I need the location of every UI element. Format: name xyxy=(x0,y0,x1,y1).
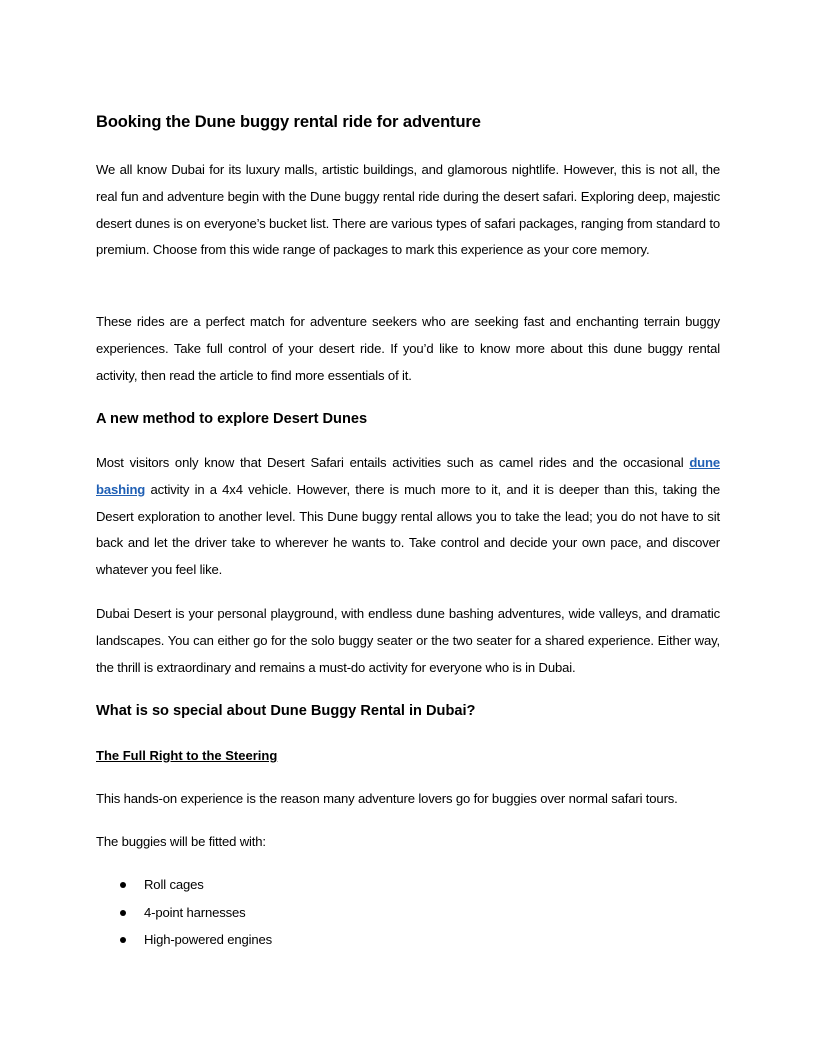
bullet-icon xyxy=(120,882,126,888)
list-item-text: High-powered engines xyxy=(144,932,273,947)
list-item-text: Roll cages xyxy=(144,877,204,892)
section1-p1-text-after: activity in a 4x4 vehicle. However, there is much more to it, and it is deeper than this, taking the Desert exploration to another level. This Dune buggy rental allows you to take the lead; you do not have to sit back and let the driver take to wherever he wants to. Take control and decide your own pace, and discover whatever you feel like. xyxy=(96,481,720,578)
section1-p1-text-before: Most visitors only know that Desert Safari entails activities such as camel rides and the occasional xyxy=(96,455,690,470)
bullet-icon xyxy=(120,937,126,943)
section2-paragraph-1: This hands-on experience is the reason many adventure lovers go for buggies over normal safari tours. xyxy=(96,791,678,806)
list-item xyxy=(96,874,272,902)
section-heading-explore: A new method to explore Desert Dunes xyxy=(96,411,368,427)
section2-paragraph-2: The buggies will be fitted with: xyxy=(96,834,266,849)
intro-paragraph-2: These rides are a perfect match for adventure seekers who are seeking fast and enchanting terrain buggy experiences. Take full control of your desert ride. If you’d like to know more about this dune buggy rental activity, then read the article to find more essentials of it. xyxy=(96,314,720,383)
section1-paragraph-1 xyxy=(96,450,720,584)
document-title: Booking the Dune buggy rental ride for adventure xyxy=(96,113,481,131)
section1-paragraph-2: Dubai Desert is your personal playground, with endless dune bashing adventures, wide valleys, and dramatic landscapes. You can either go for the solo buggy seater or the two seater for a shared experience. Either way, the thrill is extraordinary and remains a must-do activity for everyone who is in Dubai. xyxy=(96,606,720,675)
list-item xyxy=(96,902,272,930)
list-item xyxy=(96,929,272,957)
buggy-features-list xyxy=(96,874,272,957)
list-item-text: 4-point harnesses xyxy=(144,904,246,920)
subheading-full-right-steering: The Full Right to the Steering xyxy=(96,748,278,763)
dune-bashing-link[interactable]: dune bashing xyxy=(96,455,720,497)
intro-paragraph-1: We all know Dubai for its luxury malls, artistic buildings, and glamorous nightlife. However, this is not all, the real fun and adventure begin with the Dune buggy rental ride during the desert safari. Exploring deep, majestic desert dunes is on everyone’s bucket list. There are various types of safari packages, ranging from standard to premium. Choose from this wide range of packages to mark this experience as your core memory. xyxy=(96,162,720,258)
section-heading-special: What is so special about Dune Buggy Rental in Dubai? xyxy=(96,703,476,719)
bullet-icon xyxy=(120,910,126,916)
